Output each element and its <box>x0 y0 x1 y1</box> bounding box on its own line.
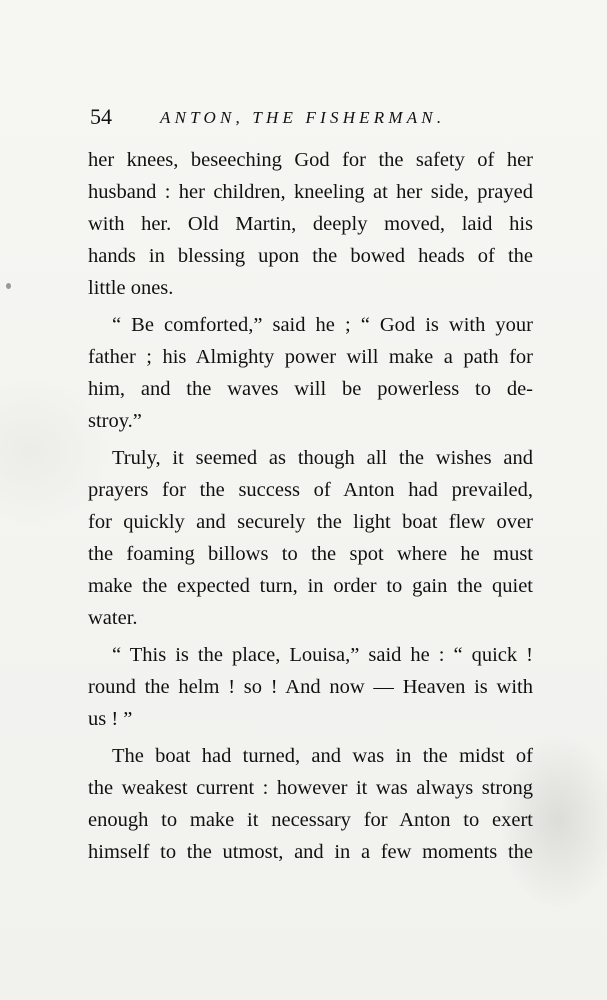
text-line: round the helm ! so ! And now — Heaven is with <box>88 676 533 698</box>
page-number: 54 <box>90 104 112 129</box>
text-line: little ones. <box>88 277 174 299</box>
text-line: the foaming billows to the spot where he must <box>88 543 533 565</box>
body-text <box>88 144 533 868</box>
text-line: The boat had turned, and was in the midst of <box>112 745 533 767</box>
text-line: prayers for the success of Anton had prevailed, <box>88 479 533 501</box>
text-line: water. <box>88 607 138 629</box>
text-line: him, and the waves will be powerless to de- <box>88 378 533 400</box>
text-line: Truly, it seemed as though all the wishes and <box>112 447 533 469</box>
text-line: make the expected turn, in order to gain the quiet <box>88 575 533 597</box>
text-line: the weakest current : however it was always strong <box>88 777 533 799</box>
text-line: hands in blessing upon the bowed heads of the <box>88 245 533 267</box>
paper-speck <box>6 283 11 289</box>
text-line: enough to make it necessary for Anton to exert <box>88 809 533 831</box>
text-line: husband : her children, kneeling at her side, prayed <box>88 181 533 203</box>
text-line: her knees, beseeching God for the safety of her <box>88 149 533 171</box>
running-head <box>90 102 510 132</box>
text-line: with her. Old Martin, deeply moved, laid his <box>88 213 533 235</box>
text-line: us ! ” <box>88 708 133 730</box>
book-title: ANTON, THE FISHERMAN. <box>160 108 446 127</box>
text-line: “ This is the place, Louisa,” said he : “ quick ! <box>112 644 533 666</box>
text-line: for quickly and securely the light boat flew over <box>88 511 533 533</box>
text-line: stroy.” <box>88 410 142 432</box>
text-line: himself to the utmost, and in a few moments the <box>88 841 533 863</box>
text-line: father ; his Almighty power will make a path for <box>88 346 533 368</box>
text-line: “ Be comforted,” said he ; “ God is with your <box>112 314 533 336</box>
